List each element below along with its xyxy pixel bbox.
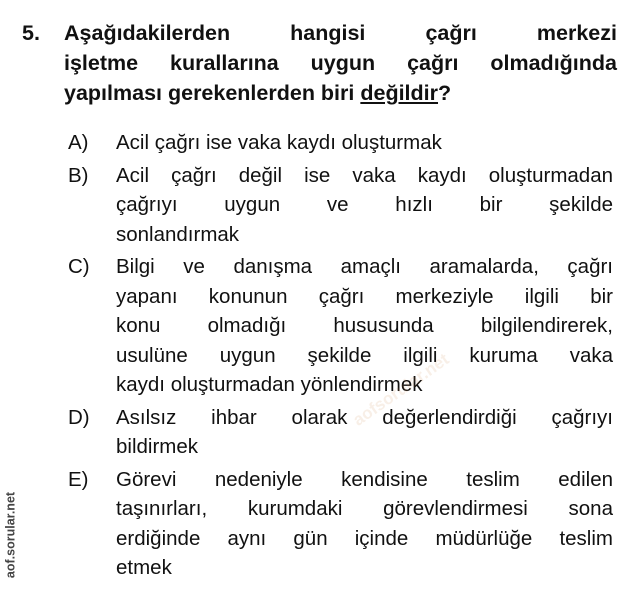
option-line: erdiğinde aynı gün içinde müdürlüğe teslim [116,526,613,550]
option-a[interactable] [68,128,613,158]
option-line: Acil çağrı değil ise vaka kaydı oluşturmadan [116,163,613,187]
answer-options [68,128,613,586]
option-b[interactable] [68,161,613,250]
option-line: Görevi nedeniyle kendisine teslim edilen [116,467,613,491]
option-line: konu olmadığı hususunda bilgilendirerek, [116,314,613,337]
option-letter: C) [68,255,90,278]
option-letter: E) [68,467,89,491]
question-block [22,18,617,108]
option-d[interactable] [68,403,613,462]
option-line: Bilgi ve danışma amaçlı aramalarda, çağrı [116,255,613,278]
option-line: usulüne uygun şekilde ilgili kuruma vaka [116,343,613,367]
option-line: taşınırları, kurumdaki görevlendirmesi sona [116,497,613,520]
question-text [64,18,617,108]
option-text [116,128,613,158]
option-line: bildirmek [116,435,199,458]
option-line: yapanı konunun çağrı merkeziyle ilgili bir [116,284,613,308]
option-line: etmek [116,556,172,579]
option-letter: B) [68,163,89,187]
side-watermark-text: aof.sorular.net [3,491,18,579]
option-text [116,252,613,400]
center-watermark: aofsorular.net [349,349,453,430]
option-line: sonlandırmak [116,222,240,246]
question-line-prefix: yapılması gerekenlerden biri [64,81,361,105]
question-line: Aşağıdakilerden hangisi çağrı merkezi [64,21,617,45]
question-line: işletme kurallarına uygun çağrı olmadığında [64,51,617,75]
option-line: Acil çağrı ise vaka kaydı oluşturmak [116,131,442,154]
question-number: 5. [22,21,40,45]
side-watermark [0,470,20,605]
question-suffix: ? [438,81,452,105]
option-e[interactable] [68,465,613,583]
question-emphasis: değildir [360,81,439,105]
option-text [116,465,613,583]
option-c[interactable] [68,252,613,400]
option-letter: A) [68,131,89,154]
question-line [64,78,617,108]
option-text [116,161,613,250]
option-line: kaydı oluşturmadan yönlendirmek [116,373,423,396]
option-letter: D) [68,405,90,429]
option-line: Asılsız ihbar olarak değerlendirdiği çağrıyı [116,405,613,429]
option-line: çağrıyı uygun ve hızlı bir şekilde [116,193,613,216]
